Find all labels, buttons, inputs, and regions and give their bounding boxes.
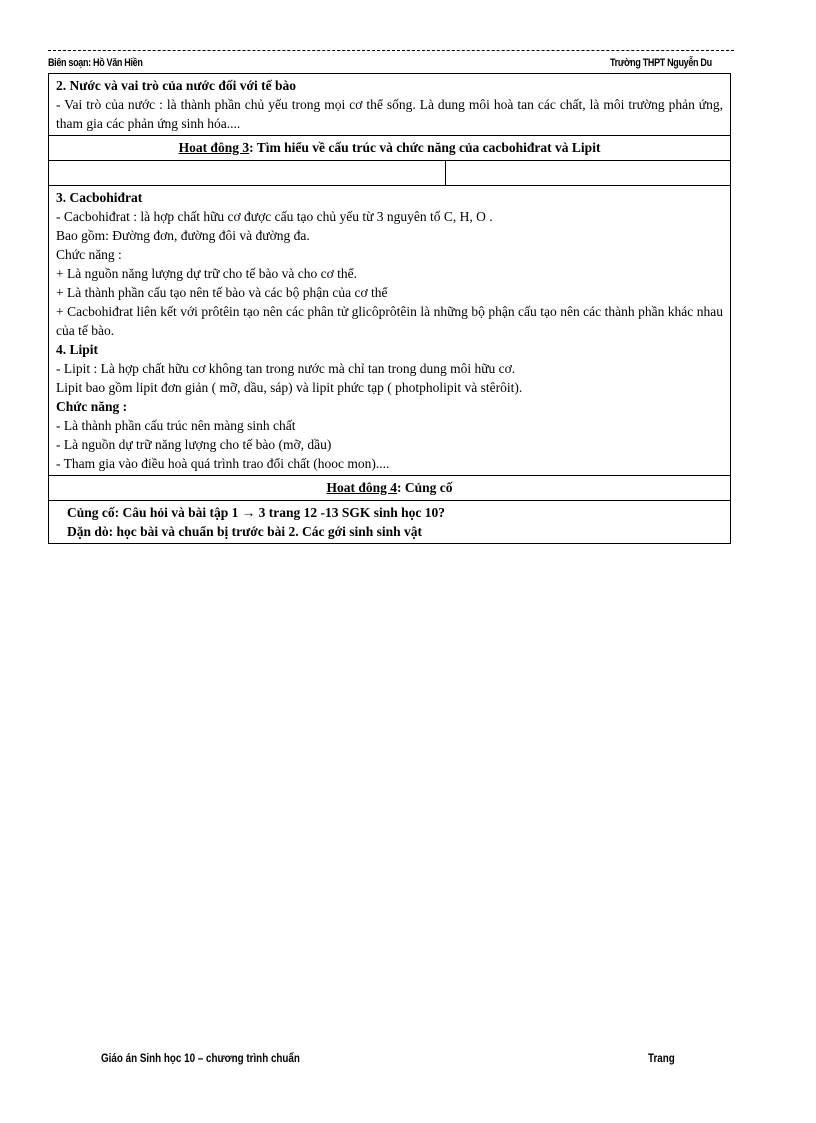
activity-4-label: Hoat đông 4 [326, 480, 397, 495]
lipid-line: - Lipit : Là hợp chất hữu cơ không tan trong nước mà chỉ tan trong dung môi hữu cơ. [56, 361, 516, 376]
review-line-1: Củng cố: Câu hỏi và bài tập 1 → 3 trang 12 -13 SGK sinh học 10? [67, 505, 446, 520]
section-lipid-title: 4. Lipit [56, 342, 99, 357]
section-carb-lipid [49, 185, 730, 475]
review-section [49, 500, 730, 543]
carb-line: Chức năng : [56, 247, 122, 262]
activity-4-title: : Củng cố [397, 480, 453, 495]
header-divider [48, 50, 734, 51]
section-water-title: 2. Nước và vai trò của nước đối với tế bào [56, 78, 296, 93]
carb-line: + Là thành phần cấu tạo nên tế bào và các bộ phận của cơ thể [56, 285, 388, 300]
lipid-function: - Là thành phần cấu trúc nên màng sinh chất [56, 418, 296, 433]
section-water [49, 74, 730, 135]
header-school: Trường THPT Nguyễn Du [610, 57, 712, 69]
review-line-2: Dặn dò: học bài và chuẩn bị trước bài 2. Các gới sinh sinh vật [67, 524, 422, 539]
carb-line: + Cacbohiđrat liên kết với prôtêin tạo nên các phân tử glicôprôtêin là những bộ phận cấu tạo nên các thành phần khác nhau của tế bào. [56, 304, 723, 338]
lesson-table [48, 73, 731, 544]
empty-row [49, 160, 730, 185]
activity-3-heading [49, 135, 730, 160]
empty-cell-left [49, 161, 446, 185]
section-carb-title: 3. Cacbohiđrat [56, 190, 143, 205]
lipid-function: - Tham gia vào điều hoà quá trình trao đổi chất (hooc mon).... [56, 456, 390, 471]
header-author: Biên soạn: Hồ Văn Hiền [48, 57, 143, 69]
activity-3-title: : Tìm hiểu về cấu trúc và chức năng của cacbohiđrat và Lipit [249, 140, 601, 155]
carb-line: Bao gồm: Đường đơn, đường đôi và đường đa. [56, 228, 310, 243]
footer-title: Giáo án Sinh học 10 – chương trình chuẩn [101, 1051, 300, 1065]
footer-page: Trang [648, 1051, 675, 1065]
activity-4-heading [49, 475, 730, 500]
lipid-line: Lipit bao gồm lipit đơn giản ( mỡ, dầu, sáp) và lipit phức tạp ( photpholipit và stêrôit). [56, 380, 523, 395]
empty-cell-right [446, 161, 730, 185]
carb-line: + Là nguồn năng lượng dự trữ cho tế bào và cho cơ thể. [56, 266, 358, 281]
lipid-function-title: Chức năng : [56, 399, 128, 414]
carb-line: - Cacbohiđrat : là hợp chất hữu cơ được cấu tạo chủ yếu từ 3 nguyên tố C, H, O . [56, 209, 493, 224]
section-water-text: - Vai trò của nước : là thành phần chủ yếu trong mọi cơ thể sống. Là dung môi hoà tan các chất, là môi trường phản ứng, tham gia các phản ứng sinh hóa.... [56, 97, 723, 131]
lipid-function: - Là nguồn dự trữ năng lượng cho tế bào (mỡ, dầu) [56, 437, 332, 452]
activity-3-label: Hoat đông 3 [178, 140, 250, 155]
